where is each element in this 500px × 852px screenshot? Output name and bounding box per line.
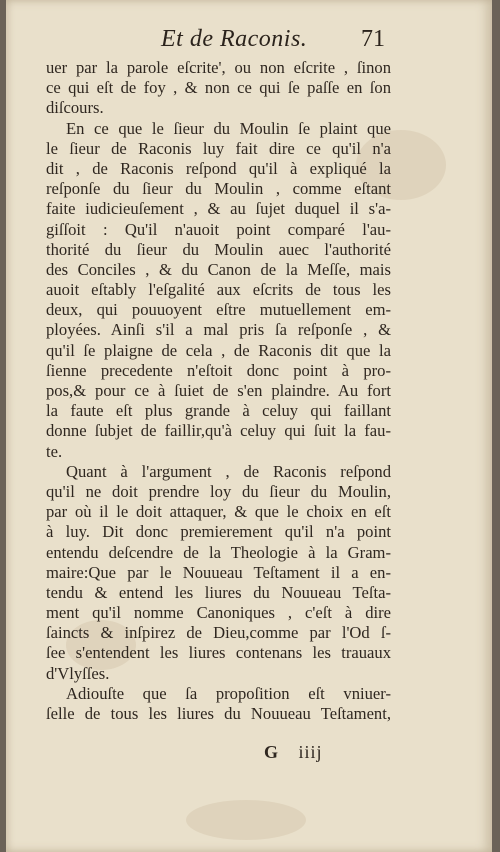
body-text: [46, 58, 391, 724]
text-line: ſelle de tous les liures du Nouueau Teſtament,: [46, 704, 391, 723]
text-line: ce qui eſt de foy , & non ce qui ſe paſſe en ſon: [46, 78, 391, 98]
text-line: ſee s'entendent les liures contenans les trauaux: [46, 643, 391, 663]
text-line: giſſoit : Qu'il n'auoit point comparé l'au-: [46, 219, 391, 239]
text-line: ployées. Ainſi s'il a mal pris ſa reſponſe , &: [46, 320, 391, 340]
paper-stain: [186, 800, 306, 840]
text-line: Quant à l'argument , de Raconis reſpond: [66, 461, 391, 481]
text-line: dit , de Raconis reſpond qu'il à expliqué la: [46, 158, 391, 178]
text-line: uer par la parole eſcrite', ou non eſcrite , ſinon: [46, 58, 391, 77]
text-line: d'Vlyſſes.: [46, 663, 110, 683]
text-line: faite iudicieuſement , & au ſujet duquel il s'a-: [46, 199, 391, 219]
text-line: Adiouſte que ſa propoſition eſt vniuer-: [66, 683, 391, 703]
text-line: auoit eſtably l'eſgalité aux eſcrits de tous les: [46, 280, 391, 300]
text-line: te.: [46, 441, 63, 461]
book-page: [6, 0, 492, 852]
text-line: donne ſubjet de faillir,qu'à celuy qui ſuit la fau-: [46, 421, 391, 441]
text-line: la faute eſt plus grande à celuy qui faillant: [46, 401, 391, 421]
running-title: Et de Raconis.: [161, 26, 308, 52]
text-line: entendu deſcendre de la Theologie à la Gram-: [46, 542, 391, 562]
text-line: deux, qui pouuoyent eſtre mutuellement em-: [46, 300, 391, 320]
text-line: maire:Que par le Nouueau Teſtament il a en-: [46, 562, 391, 582]
text-line: ſienne precedente n'eſtoit donc point à pro-: [46, 360, 391, 380]
page-number: 71: [361, 26, 385, 52]
text-line: des Conciles , & du Canon de la Meſſe, mais: [46, 259, 391, 279]
text-line: le ſieur de Raconis luy fait dire ce qu'il n'a: [46, 138, 391, 158]
text-line: ſaincts & inſpirez de Dieu,comme par l'Od ſ-: [46, 623, 391, 643]
text-line: qu'il ſe plaigne de cela , de Raconis dit que la: [46, 340, 391, 360]
text-line: par où il le doit attaquer, & que le choix en eſt: [46, 502, 391, 522]
text-line: diſcours.: [46, 98, 104, 118]
text-line: à luy. Dit donc premierement qu'il n'a point: [46, 522, 391, 542]
text-line: qu'il ne doit prendre loy du ſieur du Moulin,: [46, 481, 391, 501]
text-line: tendu & entend les liures du Nouueau Teſta-: [46, 582, 391, 602]
signature-letter: G: [264, 742, 280, 762]
text-line: thorité du ſieur du Moulin auec l'authorité: [46, 239, 391, 259]
text-line: En ce que le ſieur du Moulin ſe plaint que: [66, 118, 391, 138]
text-line: reſponſe du ſieur du Moulin , comme eſtant: [46, 179, 391, 199]
signature-numeral: iiij: [298, 742, 323, 762]
signature-mark: [264, 742, 323, 763]
text-line: pos,& pour ce à ſuiet de s'en plaindre. Au fort: [46, 381, 391, 400]
text-line: ment qu'il nomme Canoniques , c'eſt à dire: [46, 603, 391, 623]
running-head: [46, 22, 386, 52]
